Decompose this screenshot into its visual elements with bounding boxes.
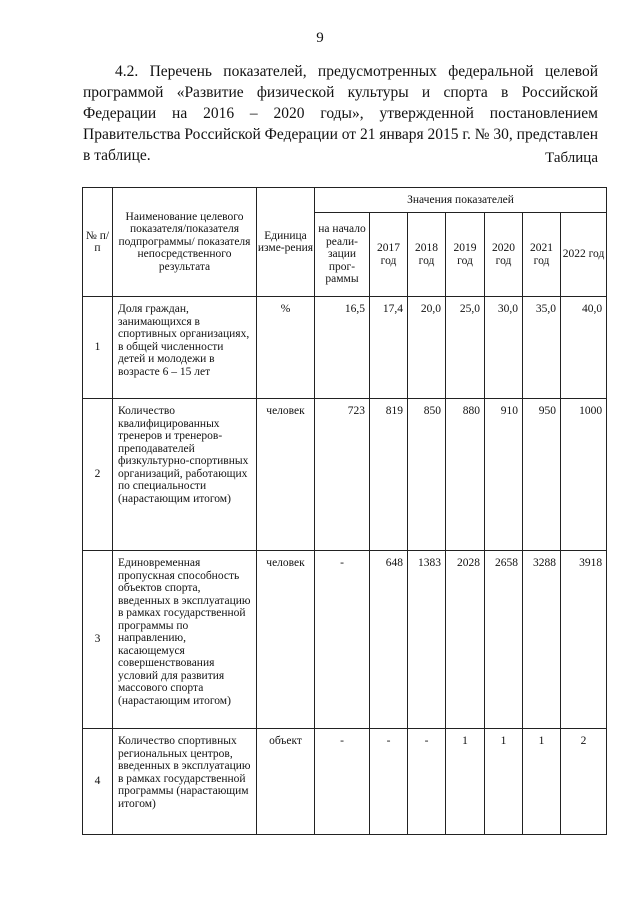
value-2022: 1000 — [561, 399, 607, 551]
value-2020: 1 — [485, 729, 523, 835]
indicator-unit: % — [257, 297, 315, 399]
value-2021: 1 — [523, 729, 561, 835]
value-2021: 3288 — [523, 551, 561, 729]
table-row — [83, 399, 607, 551]
value-start: - — [315, 551, 370, 729]
header-row-top — [83, 188, 607, 213]
value-2021: 35,0 — [523, 297, 561, 399]
indicator-unit: объект — [257, 729, 315, 835]
intro-paragraph — [83, 61, 598, 166]
value-2019: 25,0 — [446, 297, 485, 399]
value-2017: 648 — [370, 551, 408, 729]
header-name: Наименование целевого показателя/показателя подпрограммы/ показателя непосредственного результата — [113, 188, 257, 297]
value-2022: 40,0 — [561, 297, 607, 399]
row-number: 2 — [83, 399, 113, 551]
indicator-unit: человек — [257, 551, 315, 729]
value-2021: 950 — [523, 399, 561, 551]
value-2020: 910 — [485, 399, 523, 551]
header-unit: Единица изме-рения — [257, 188, 315, 297]
header-year: 2020 год — [485, 213, 523, 297]
value-2018: 850 — [408, 399, 446, 551]
header-year: 2022 год — [561, 213, 607, 297]
indicator-name: Количество спортивных региональных центров, введенных в эксплуатацию в рамках государственной программы (нарастающим итогом) — [113, 729, 257, 835]
intro-text: 4.2. Перечень показателей, предусмотренных федеральной целевой программой «Развитие физической культуры и спорта в Российской Федерации на 2016 – 2020 годы», утвержденной постановлением Правительства Российской Федерации от 21 января 2015 г. № 30, представлен в таблице. — [83, 63, 598, 164]
value-2018: 1383 — [408, 551, 446, 729]
indicator-name: Количество квалифицированных тренеров и тренеров-преподавателей физкультурно-спортивных организаций, работающих по специальности (нарастающим итогом) — [113, 399, 257, 551]
row-number: 3 — [83, 551, 113, 729]
value-2022: 2 — [561, 729, 607, 835]
value-start: - — [315, 729, 370, 835]
indicator-name: Единовременная пропускная способность объектов спорта, введенных в эксплуатацию в рамках государственной программы по направлению, касающемуся совершенствования условий для развития массового спорта (нарастающим итогом) — [113, 551, 257, 729]
value-2017: 17,4 — [370, 297, 408, 399]
page-number: 9 — [316, 30, 324, 46]
table-header — [83, 188, 607, 297]
value-2019: 1 — [446, 729, 485, 835]
value-2019: 2028 — [446, 551, 485, 729]
value-2019: 880 — [446, 399, 485, 551]
table-row — [83, 297, 607, 399]
header-year: 2019 год — [446, 213, 485, 297]
value-2017: - — [370, 729, 408, 835]
header-num: № п/п — [83, 188, 113, 297]
header-values-group: Значения показателей — [315, 188, 607, 213]
row-number: 1 — [83, 297, 113, 399]
indicator-name: Доля граждан, занимающихся в спортивных организациях, в общей численности детей и молодежи в возрасте 6 – 15 лет — [113, 297, 257, 399]
value-2020: 2658 — [485, 551, 523, 729]
value-start: 16,5 — [315, 297, 370, 399]
indicator-unit: человек — [257, 399, 315, 551]
table-row — [83, 551, 607, 729]
table-body — [83, 297, 607, 835]
value-2018: - — [408, 729, 446, 835]
value-2018: 20,0 — [408, 297, 446, 399]
table-label: Таблица — [545, 150, 598, 166]
table-row — [83, 729, 607, 835]
header-year: 2018 год — [408, 213, 446, 297]
value-2017: 819 — [370, 399, 408, 551]
value-2022: 3918 — [561, 551, 607, 729]
indicators-table — [82, 187, 607, 835]
header-year: 2021 год — [523, 213, 561, 297]
value-2020: 30,0 — [485, 297, 523, 399]
value-start: 723 — [315, 399, 370, 551]
row-number: 4 — [83, 729, 113, 835]
header-start: на начало реали-зации прог-раммы — [315, 213, 370, 297]
header-year: 2017 год — [370, 213, 408, 297]
